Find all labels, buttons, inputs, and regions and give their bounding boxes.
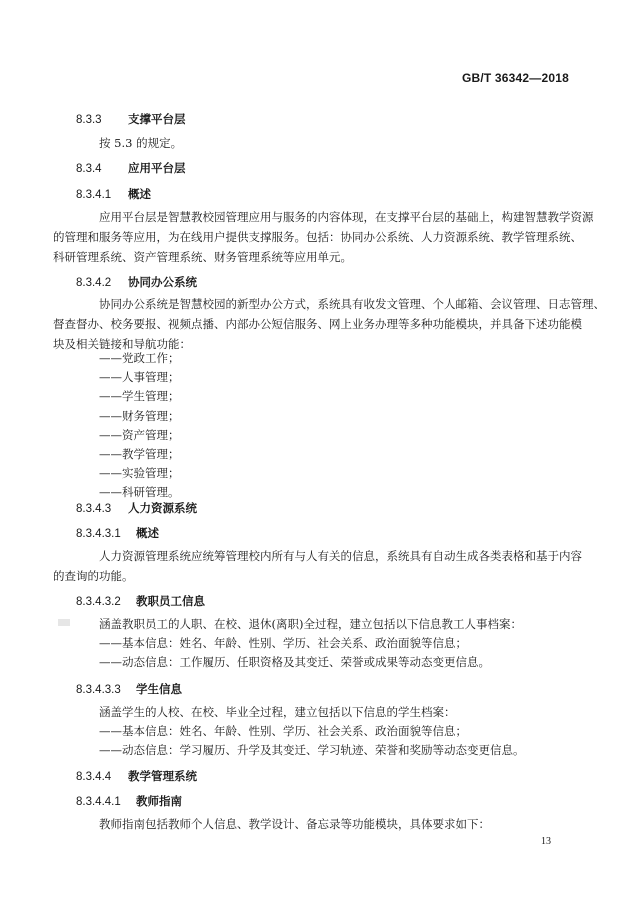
paragraph-line: 协同办公系统是智慧校园的新型办公方式，系统具有收发文管理、个人邮箱、会议管理、日志管理、 <box>99 297 605 311</box>
section-title: 教职员工信息 <box>136 594 205 608</box>
section-heading-8-3-4-3-1 <box>76 525 159 541</box>
section-heading-8-3-4-3 <box>76 500 197 516</box>
paragraph-support-platform <box>76 133 556 153</box>
list-item: ——资产管理； <box>99 427 180 442</box>
paragraph-line: 人力资源管理系统应统筹管理校内所有与人有关的信息，系统具有自动生成各类表格和基于内容 <box>99 549 582 563</box>
section-title: 协同办公系统 <box>128 275 197 289</box>
paragraph-line: 科研管理系统、资产管理系统、财务管理系统等应用单元。 <box>53 250 352 264</box>
section-number: 8.3.4.2 <box>76 277 112 289</box>
list-item: ——动态信息：学习履历、升学及其变迁、学习轨迹、荣誉和奖励等动态变更信息。 <box>99 743 525 758</box>
list-item: ——学生管理； <box>99 389 180 404</box>
section-number: 8.3.4.1 <box>76 189 112 201</box>
standard-code: GB/T 36342—2018 <box>461 71 569 85</box>
list-item: ——人事管理； <box>99 370 180 385</box>
section-number: 8.3.4 <box>76 163 102 175</box>
section-number: 8.3.4.3.3 <box>76 684 121 696</box>
section-number: 8.3.3 <box>76 114 102 126</box>
page-number: 13 <box>541 836 551 847</box>
paragraph-hr-overview <box>53 546 582 586</box>
section-heading-8-3-3 <box>76 111 186 127</box>
section-title: 人力资源系统 <box>128 501 197 515</box>
section-title: 应用平台层 <box>128 161 186 175</box>
paragraph-line: 督查督办、校务要报、视频点播、内部办公短信服务、网上业务办理等多种功能模块，并具备下述功能模 <box>53 317 582 331</box>
section-title: 教学管理系统 <box>128 769 197 783</box>
paragraph-student-info <box>76 702 556 722</box>
section-title: 教师指南 <box>136 794 182 808</box>
list-item: ——党政工作； <box>99 351 180 365</box>
paragraph-staff-info <box>76 614 556 634</box>
section-heading-8-3-4-4 <box>76 768 197 784</box>
paragraph-line: 按 5.3 的规定。 <box>99 136 183 150</box>
list-item: ——科研管理。 <box>99 485 180 500</box>
paragraph-line: 的查询的功能。 <box>53 569 134 583</box>
section-number: 8.3.4.3 <box>76 503 112 515</box>
paragraph-line: 涵盖学生的人校、在校、毕业全过程，建立包括以下信息的学生档案： <box>99 705 456 719</box>
section-heading-8-3-4-2 <box>76 274 197 290</box>
list-item: ——基本信息：姓名、年龄、性别、学历、社会关系、政治面貌等信息； <box>99 636 467 650</box>
section-heading-8-3-4-3-2 <box>76 593 205 609</box>
section-number: 8.3.4.3.2 <box>76 596 121 608</box>
paragraph-line: 块及相关链接和导航功能： <box>53 337 191 351</box>
section-title: 概述 <box>136 526 159 540</box>
section-heading-8-3-4 <box>76 160 186 176</box>
list-student-info <box>99 722 525 760</box>
paragraph-app-platform-overview <box>53 207 594 267</box>
list-item: ——财务管理； <box>99 408 180 423</box>
paragraph-teacher-guide <box>76 814 556 834</box>
paragraph-line: 教师指南包括教师个人信息、教学设计、备忘录等功能模块，具体要求如下： <box>99 817 490 831</box>
section-title: 概述 <box>128 187 151 201</box>
list-staff-info <box>99 634 490 672</box>
list-item: ——动态信息：工作履历、任职资格及其变迁、荣誉或成果等动态变更信息。 <box>99 655 490 670</box>
paragraph-line: 涵盖教职员工的人职、在校、退休(离职)全过程，建立包括以下信息教工人事档案： <box>99 617 522 631</box>
section-title: 学生信息 <box>136 682 182 696</box>
section-heading-8-3-4-4-1 <box>76 793 182 809</box>
paragraph-collab-office <box>53 294 605 354</box>
paragraph-line: 的管理和服务等应用，为在线用户提供支撑服务。包括：协同办公系统、人力资源系统、教学管理系统、 <box>53 230 582 244</box>
section-number: 8.3.4.3.1 <box>76 528 121 540</box>
list-item: ——实验管理； <box>99 466 180 481</box>
section-title: 支撑平台层 <box>128 112 186 126</box>
list-item: ——基本信息：姓名、年龄、性别、学历、社会关系、政治面貌等信息； <box>99 724 467 738</box>
list-collab-office-functions <box>99 349 180 503</box>
section-heading-8-3-4-3-3 <box>76 681 182 697</box>
section-heading-8-3-4-1 <box>76 186 151 202</box>
list-item: ——教学管理； <box>99 447 180 462</box>
section-number: 8.3.4.4.1 <box>76 796 121 808</box>
paragraph-line: 应用平台层是智慧教校园管理应用与服务的内容体现，在支撑平台层的基础上，构建智慧教学资源 <box>99 210 594 224</box>
section-number: 8.3.4.4 <box>76 771 112 783</box>
scan-artifact <box>58 619 70 626</box>
